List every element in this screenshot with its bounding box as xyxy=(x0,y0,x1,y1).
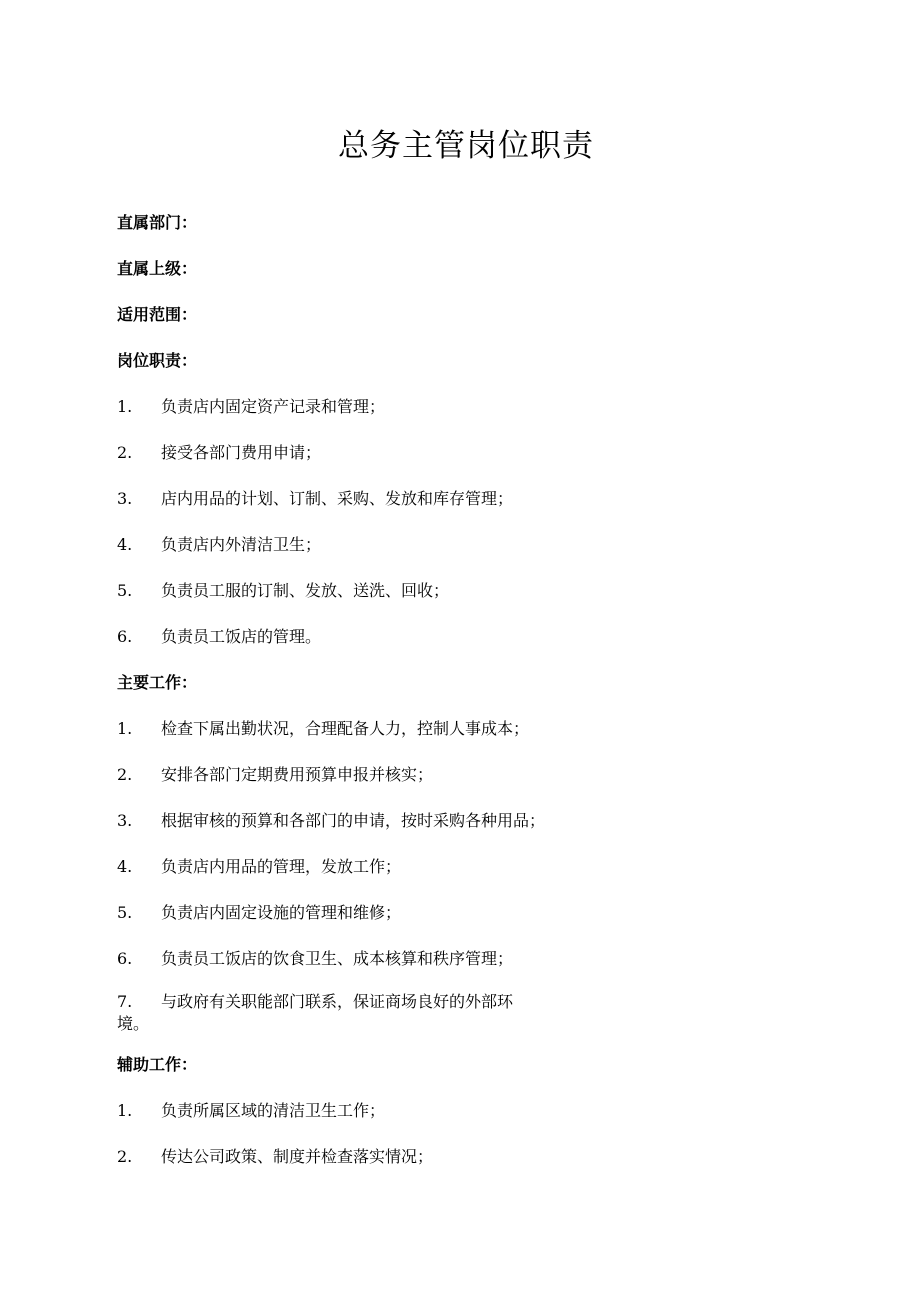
item-text: 负责店内外清洁卫生； xyxy=(161,535,322,554)
field-supervisor: 直属上级： xyxy=(117,259,198,278)
item-text: 根据审核的预算和各部门的申请，按时采购各种用品； xyxy=(161,811,546,830)
section-duties xyxy=(117,347,637,651)
item-text: 负责所属区域的清洁卫生工作； xyxy=(161,1101,386,1120)
item-number: 3. xyxy=(117,489,133,508)
item-number: 2. xyxy=(117,765,133,784)
section-heading: 岗位职责： xyxy=(117,351,198,370)
list-item xyxy=(117,715,637,743)
item-number: 6. xyxy=(117,627,133,646)
list-item xyxy=(117,853,637,881)
item-text: 与政府有关职能部门联系，保证商场良好的外部环 xyxy=(161,992,514,1011)
section-heading: 主要工作： xyxy=(117,673,198,692)
item-text: 传达公司政策、制度并检查落实情况； xyxy=(161,1147,434,1166)
item-number: 1. xyxy=(117,397,133,416)
list-item xyxy=(117,945,637,973)
list-item xyxy=(117,991,637,1035)
list-item xyxy=(117,577,637,605)
list-item xyxy=(117,439,637,467)
section-support-work xyxy=(117,1051,637,1171)
item-number: 2. xyxy=(117,1147,133,1166)
list-item xyxy=(117,623,637,651)
document-body xyxy=(117,209,637,1189)
list-item xyxy=(117,761,637,789)
item-text: 安排各部门定期费用预算申报并核实； xyxy=(161,765,434,784)
item-text: 负责员工饭店的管理。 xyxy=(161,627,322,646)
item-text: 店内用品的计划、订制、采购、发放和库存管理； xyxy=(161,489,514,508)
item-number: 4. xyxy=(117,857,133,876)
item-number: 7. xyxy=(117,992,133,1011)
item-number: 5. xyxy=(117,581,133,600)
document-title: 总务主管岗位职责 xyxy=(338,128,594,164)
item-number: 4. xyxy=(117,535,133,554)
item-text: 接受各部门费用申请； xyxy=(161,443,322,462)
item-text: 负责店内固定资产记录和管理； xyxy=(161,397,386,416)
item-number: 2. xyxy=(117,443,133,462)
field-department: 直属部门： xyxy=(117,213,198,232)
list-item xyxy=(117,485,637,513)
item-text: 检查下属出勤状况，合理配备人力，控制人事成本； xyxy=(161,719,530,738)
item-text: 负责员工服的订制、发放、送洗、回收； xyxy=(161,581,450,600)
item-text: 负责店内用品的管理，发放工作； xyxy=(161,857,402,876)
item-text: 负责员工饭店的饮食卫生、成本核算和秩序管理； xyxy=(161,949,514,968)
item-number: 3. xyxy=(117,811,133,830)
section-heading: 辅助工作： xyxy=(117,1055,198,1074)
section-main-work xyxy=(117,669,637,1035)
list-item xyxy=(117,393,637,421)
item-text-continuation: 境。 xyxy=(117,1014,150,1033)
list-item xyxy=(117,531,637,559)
item-text: 负责店内固定设施的管理和维修； xyxy=(161,903,402,922)
field-scope: 适用范围： xyxy=(117,305,198,324)
list-item xyxy=(117,1097,637,1125)
item-number: 1. xyxy=(117,719,133,738)
item-number: 5. xyxy=(117,903,133,922)
list-item xyxy=(117,807,637,835)
item-number: 1. xyxy=(117,1101,133,1120)
list-item xyxy=(117,899,637,927)
item-number: 6. xyxy=(117,949,133,968)
list-item xyxy=(117,1143,637,1171)
